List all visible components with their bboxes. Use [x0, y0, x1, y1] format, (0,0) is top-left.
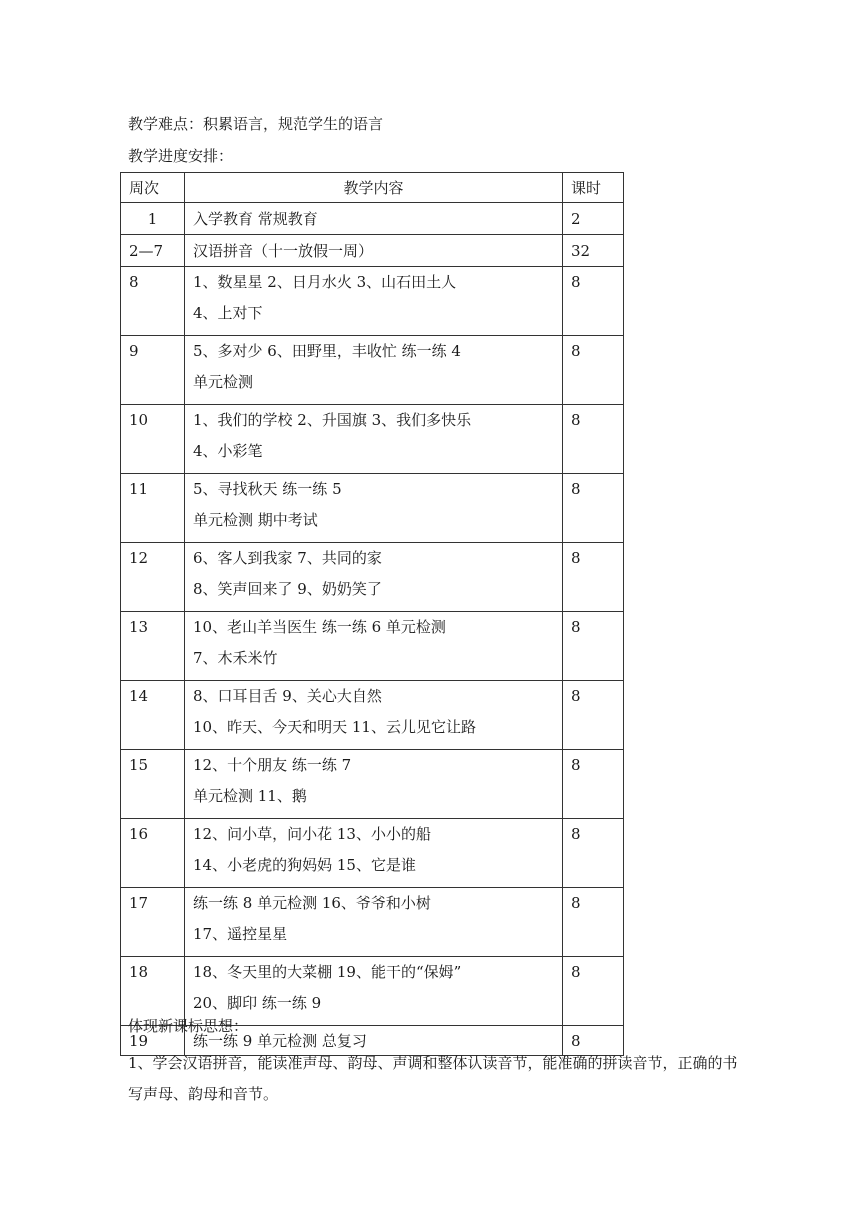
table-row	[121, 405, 624, 474]
hours-cell	[563, 474, 624, 543]
content-line: 10、昨天、今天和明天 11、云儿见它让路	[193, 718, 476, 736]
content-line: 17、遥控星星	[193, 925, 288, 943]
content-line: 4、小彩笔	[193, 442, 263, 460]
week-cell: 19	[121, 1026, 185, 1056]
hours-cell: 8	[563, 1026, 624, 1056]
content-cell	[185, 612, 563, 681]
table-row	[121, 888, 624, 957]
table-row	[121, 336, 624, 405]
schedule-title: 教学进度安排：	[128, 147, 234, 165]
hours-value: 8	[571, 273, 581, 291]
content-cell	[185, 543, 563, 612]
week-label: 18	[129, 963, 149, 981]
week-cell	[121, 543, 185, 612]
hours-cell	[563, 819, 624, 888]
content-line: 8、口耳目舌 9、关心大自然	[193, 687, 382, 705]
table-row	[121, 267, 624, 336]
hours-value: 8	[571, 411, 581, 429]
content-cell: 入学教育 常规教育	[185, 203, 563, 235]
week-cell	[121, 612, 185, 681]
hours-cell	[563, 612, 624, 681]
week-label: 10	[129, 411, 149, 429]
week-label: 17	[129, 894, 149, 912]
content-line: 20、脚印 练一练 9	[193, 994, 322, 1012]
content-cell	[185, 888, 563, 957]
hours-value: 8	[571, 618, 581, 636]
content-line: 14、小老虎的狗妈妈 15、它是谁	[193, 856, 416, 874]
table-row	[121, 235, 624, 267]
hours-cell	[563, 336, 624, 405]
table-row	[121, 750, 624, 819]
teaching-difficulty: 教学难点：积累语言，规范学生的语言	[128, 115, 384, 133]
hours-cell	[563, 888, 624, 957]
table-row	[121, 543, 624, 612]
week-cell: 1	[121, 203, 185, 235]
content-line: 12、十个朋友 练一练 7	[193, 756, 352, 774]
week-cell	[121, 888, 185, 957]
curriculum-ideas-title: 体现新课标思想：	[128, 1017, 249, 1035]
hours-cell	[563, 957, 624, 1026]
hours-value: 8	[571, 342, 581, 360]
hours-value: 8	[571, 480, 581, 498]
table-row	[121, 819, 624, 888]
header-week: 周次	[121, 173, 185, 203]
content-line: 5、寻找秋天 练一练 5	[193, 480, 342, 498]
hours-cell	[563, 543, 624, 612]
content-cell	[185, 750, 563, 819]
week-label: 14	[129, 687, 149, 705]
content-cell	[185, 267, 563, 336]
content-line: 单元检测	[193, 373, 254, 391]
content-cell: 练一练 9 单元检测 总复习	[185, 1026, 563, 1056]
week-cell	[121, 336, 185, 405]
content-line: 1、数星星 2、日月水火 3、山石田土人	[193, 273, 457, 291]
hours-cell	[563, 681, 624, 750]
hours-cell	[563, 267, 624, 336]
header-hours: 课时	[563, 173, 624, 203]
schedule-table	[120, 172, 624, 1056]
week-label: 16	[129, 825, 149, 843]
content-line: 单元检测 期中考试	[193, 511, 318, 529]
hours-cell	[563, 405, 624, 474]
table-row	[121, 203, 624, 235]
week-label: 9	[129, 342, 139, 360]
week-label: 13	[129, 618, 149, 636]
content-line: 10、老山羊当医生 练一练 6 单元检测	[193, 618, 446, 636]
week-label: 15	[129, 756, 149, 774]
hours-value: 8	[571, 687, 581, 705]
content-line: 4、上对下	[193, 304, 263, 322]
table-header-row	[121, 173, 624, 203]
content-line: 7、木禾米竹	[193, 649, 278, 667]
content-line: 12、问小草，问小花 13、小小的船	[193, 825, 431, 843]
week-cell: 2—7	[121, 235, 185, 267]
content-cell	[185, 819, 563, 888]
content-line: 1、我们的学校 2、升国旗 3、我们多快乐	[193, 411, 472, 429]
content-line: 18、冬天里的大菜棚 19、能干的“保姆”	[193, 963, 462, 981]
content-cell	[185, 405, 563, 474]
week-cell	[121, 819, 185, 888]
week-cell	[121, 405, 185, 474]
hours-value: 8	[571, 549, 581, 567]
content-line: 6、客人到我家 7、共同的家	[193, 549, 382, 567]
table-row	[121, 474, 624, 543]
content-line: 8、笑声回来了 9、奶奶笑了	[193, 580, 382, 598]
table-row	[121, 681, 624, 750]
content-line: 练一练 8 单元检测 16、爷爷和小树	[193, 894, 431, 912]
week-cell	[121, 474, 185, 543]
curriculum-idea-paragraph: 1、学会汉语拼音，能读准声母、韵母、声调和整体认读音节，能准确的拼读音节，正确的书写声母、韵母和音节。	[128, 1054, 738, 1103]
week-label: 8	[129, 273, 139, 291]
hours-value: 8	[571, 825, 581, 843]
hours-value: 8	[571, 756, 581, 774]
week-label: 11	[129, 480, 149, 498]
content-cell	[185, 474, 563, 543]
week-cell	[121, 750, 185, 819]
content-cell	[185, 336, 563, 405]
hours-cell	[563, 750, 624, 819]
hours-cell: 2	[563, 203, 624, 235]
content-cell	[185, 681, 563, 750]
content-cell: 汉语拼音（十一放假一周）	[185, 235, 563, 267]
hours-value: 8	[571, 963, 581, 981]
header-content: 教学内容	[185, 173, 563, 203]
week-cell	[121, 267, 185, 336]
content-line: 5、多对少 6、田野里，丰收忙 练一练 4	[193, 342, 461, 360]
hours-cell: 32	[563, 235, 624, 267]
content-line: 单元检测 11、鹅	[193, 787, 307, 805]
week-label: 12	[129, 549, 149, 567]
hours-value: 8	[571, 894, 581, 912]
week-cell	[121, 681, 185, 750]
table-row	[121, 612, 624, 681]
